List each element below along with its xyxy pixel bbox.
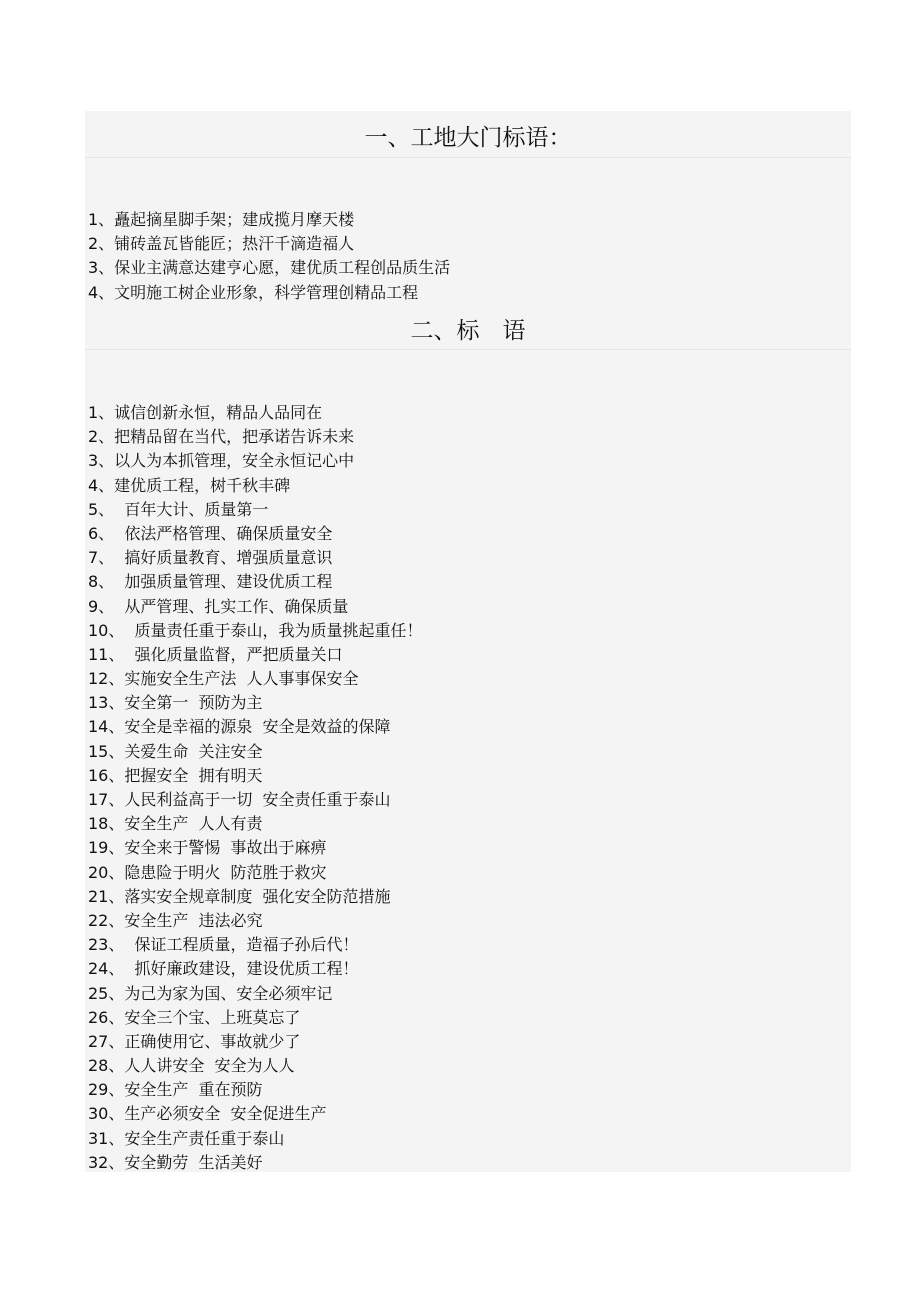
list-item: 26、安全三个宝、上班莫忘了 xyxy=(88,1007,301,1027)
list-item: 6、 依法严格管理、确保质量安全 xyxy=(88,523,333,543)
list-item: 21、落实安全规章制度 强化安全防范措施 xyxy=(88,886,391,906)
list-item: 11、 强化质量监督，严把质量关口 xyxy=(88,644,343,664)
list-item: 25、为己为家为国、安全必须牢记 xyxy=(88,983,333,1003)
list-item: 18、安全生产 人人有责 xyxy=(88,814,263,834)
list-item: 28、人人讲安全 安全为人人 xyxy=(88,1056,295,1076)
list-item: 4、建优质工程，树千秋丰碑 xyxy=(88,475,291,495)
list-item: 7、 搞好质量教育、增强质量意识 xyxy=(88,548,333,568)
list-item: 12、实施安全生产法 人人事事保安全 xyxy=(88,669,359,689)
list-item: 13、安全第一 预防为主 xyxy=(88,693,263,713)
list-item: 31、安全生产责任重于泰山 xyxy=(88,1128,285,1148)
list-item: 29、安全生产 重在预防 xyxy=(88,1080,263,1100)
list-item: 23、 保证工程质量，造福子孙后代！ xyxy=(88,935,359,955)
list-item: 32、安全勤劳 生活美好 xyxy=(88,1152,263,1172)
list-item: 5、 百年大计、质量第一 xyxy=(88,499,269,519)
list-item: 15、关爱生命 关注安全 xyxy=(88,741,263,761)
list-item: 22、安全生产 违法必究 xyxy=(88,910,263,930)
list-item: 14、安全是幸福的源泉 安全是效益的保障 xyxy=(88,717,391,737)
list-item: 3、保业主满意达建亨心愿，建优质工程创品质生活 xyxy=(88,258,451,278)
list-item: 20、隐患险于明火 防范胜于救灾 xyxy=(88,862,327,882)
list-item: 3、以人为本抓管理，安全永恒记心中 xyxy=(88,451,355,471)
document-page xyxy=(85,111,851,1172)
list-item: 27、正确使用它、事故就少了 xyxy=(88,1031,301,1051)
list-item: 10、 质量责任重于泰山，我为质量挑起重任！ xyxy=(88,620,423,640)
list-item: 19、安全来于警惕 事故出于麻痹 xyxy=(88,838,327,858)
list-item: 24、 抓好廉政建设，建设优质工程！ xyxy=(88,959,359,979)
section-2-title: 二、标 语 xyxy=(410,318,526,344)
list-item: 16、把握安全 拥有明天 xyxy=(88,765,263,785)
list-item: 2、铺砖盖瓦皆能匠；热汗千滴造福人 xyxy=(88,234,355,254)
list-item: 4、文明施工树企业形象，科学管理创精品工程 xyxy=(88,282,419,302)
list-item: 1、诚信创新永恒，精品人品同在 xyxy=(88,403,323,422)
list-item: 1、矗起摘星脚手架；建成揽月摩天楼 xyxy=(88,210,355,229)
section-2-slogan-list xyxy=(88,401,423,1175)
section-2-divider xyxy=(85,349,851,350)
section-1-title: 一、工地大门标语： xyxy=(364,125,572,151)
section-1-slogan-list xyxy=(88,208,450,305)
list-item: 9、 从严管理、扎实工作、确保质量 xyxy=(88,596,349,616)
list-item: 17、人民利益高于一切 安全责任重于泰山 xyxy=(88,790,391,809)
section-1-divider xyxy=(85,157,851,158)
list-item: 30、生产必须安全 安全促进生产 xyxy=(88,1104,327,1124)
list-item: 8、 加强质量管理、建设优质工程 xyxy=(88,572,333,592)
list-item: 2、把精品留在当代，把承诺告诉未来 xyxy=(88,427,355,447)
